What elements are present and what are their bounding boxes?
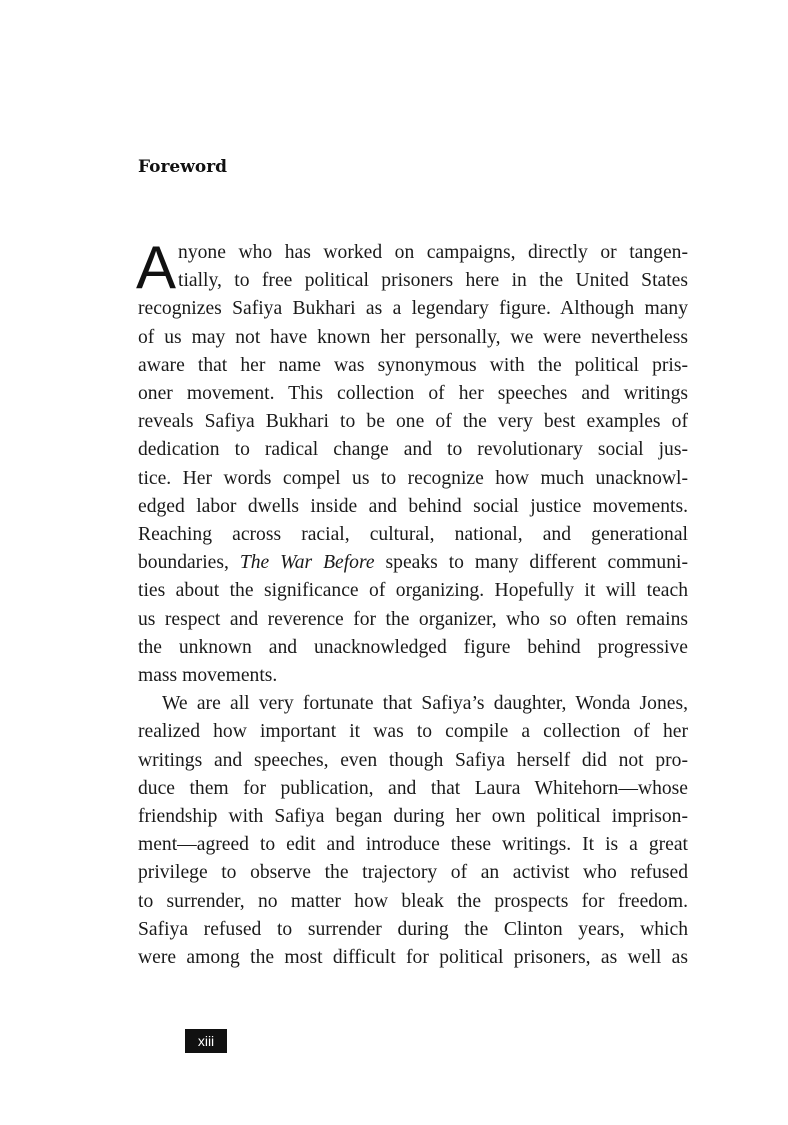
text-fragment: boundaries, (138, 552, 240, 574)
text-line: aware that her name was synonymous with the political pris- (138, 354, 688, 376)
text-line: the unknown and unacknowledged figure behind progressive (138, 636, 688, 658)
text-fragment: speaks to many different communi- (374, 552, 688, 574)
text-line: tially, to free political prisoners here in the United States (178, 270, 688, 292)
paragraph-2 (138, 690, 688, 972)
foreword-body (136, 234, 688, 972)
text-line: us respect and reverence for the organizer, who so often remains (138, 608, 688, 630)
page-number: xiii (185, 1029, 227, 1053)
text-line: were among the most difficult for political prisoners, as well as (138, 947, 688, 969)
text-line: reveals Safiya Bukhari to be one of the very best examples of (138, 411, 688, 433)
text-line: to surrender, no matter how bleak the prospects for freedom. (138, 890, 688, 912)
text-line: realized how important it was to compile a collection of her (138, 721, 688, 743)
text-line: ties about the significance of organizing. Hopefully it will teach (138, 580, 688, 602)
text-line: ment—agreed to edit and introduce these writings. It is a great (138, 834, 688, 856)
drop-cap: A (136, 234, 177, 301)
text-line: Reaching across racial, cultural, national, and generational (138, 524, 688, 546)
text-line: oner movement. This collection of her speeches and writings (138, 383, 688, 405)
text-line: privilege to observe the trajectory of an activist who refused (138, 862, 688, 884)
text-line: tice. Her words compel us to recognize how much unacknowl- (138, 467, 688, 489)
text-line: duce them for publication, and that Laura Whitehorn—whose (138, 777, 688, 799)
text-line: friendship with Safiya began during her own political imprison- (138, 806, 688, 828)
paragraph-1 (136, 234, 688, 690)
text-line: edged labor dwells inside and behind social justice movements. (138, 495, 688, 517)
text-line: dedication to radical change and to revolutionary social jus- (138, 439, 688, 461)
text-line: mass movements. (138, 665, 278, 687)
text-line: We are all very fortunate that Safiya’s daughter, Wonda Jones, (162, 693, 688, 715)
section-heading: Foreword (138, 157, 228, 177)
text-line: nyone who has worked on campaigns, directly or tangen- (178, 242, 688, 263)
text-line (138, 549, 688, 577)
text-line: of us may not have known her personally, we were nevertheless (138, 326, 688, 348)
text-line: Safiya refused to surrender during the Clinton years, which (138, 918, 688, 940)
text-line: writings and speeches, even though Safiya herself did not pro- (138, 749, 688, 771)
book-title: The War Before (239, 552, 375, 574)
text-line: recognizes Safiya Bukhari as a legendary figure. Although many (138, 298, 688, 320)
